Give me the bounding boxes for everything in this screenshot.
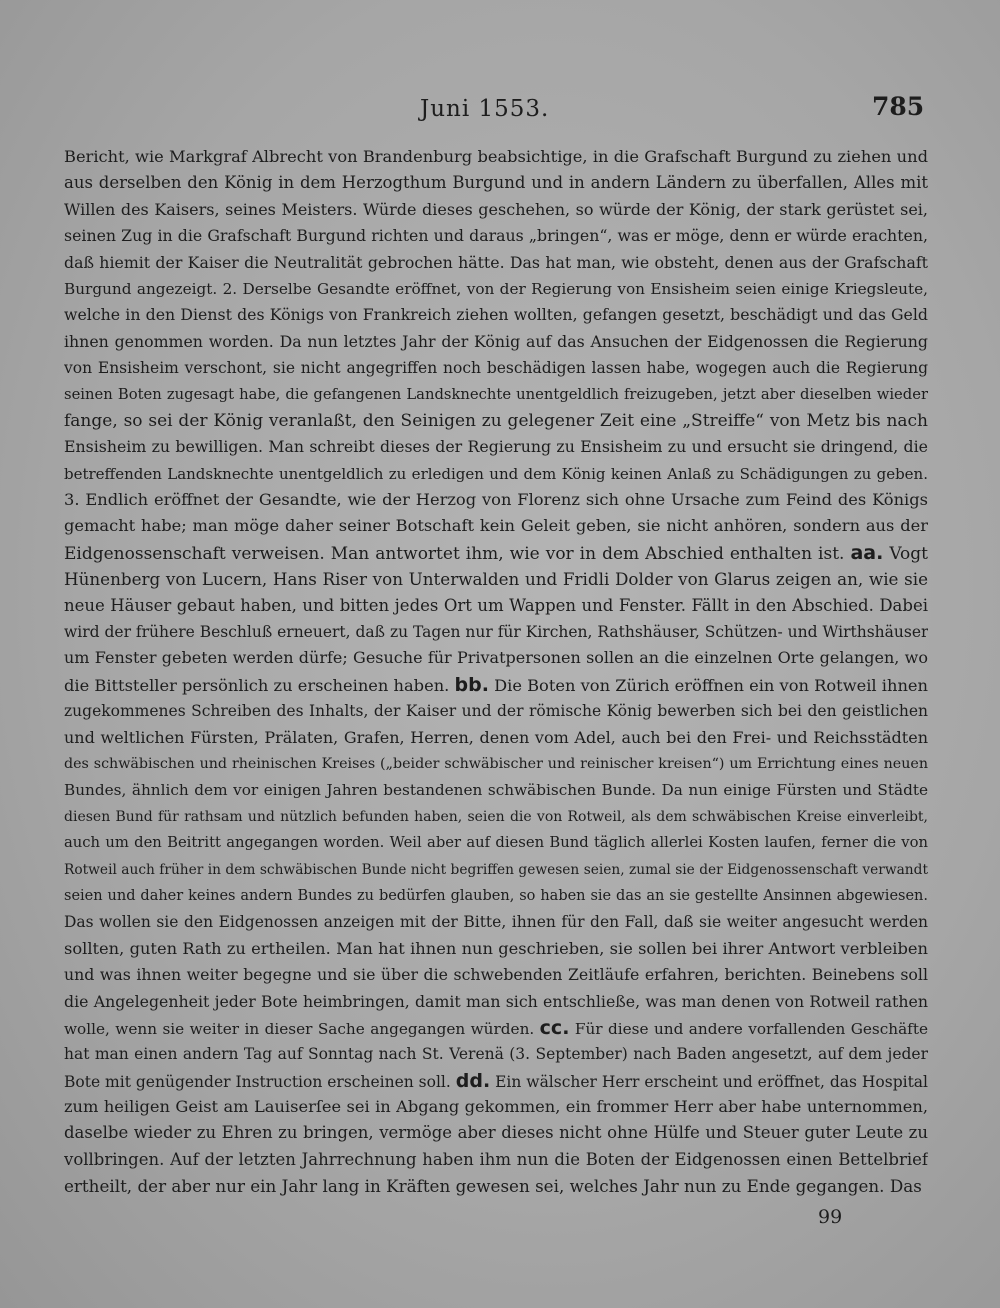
text-segment: Burgund angezeigt. 2. Derselbe Gesandte eröffnet, von der Regierung von Ensisheim seien einige Kriegsleute, xyxy=(64,279,928,298)
section-marker: aa. xyxy=(850,541,884,564)
text-segment: wolle, wenn sie weiter in dieser Sache angegangen würden. xyxy=(64,1019,540,1038)
text-line xyxy=(64,909,928,935)
page-header xyxy=(0,92,1000,128)
body-text xyxy=(64,144,928,1200)
text-segment: vollbringen. Auf der letzten Jahrrechnung haben ihm nun die Boten der Eidgenossen einen Bettelbrief xyxy=(64,1149,928,1169)
text-segment: hat man einen andern Tag auf Sonntag nach St. Verenä (3. September) nach Baden angesetzt, auf dem jeder xyxy=(64,1045,928,1064)
text-segment: Willen des Kaisers, seines Meisters. Würde dieses geschehen, so würde der König, der stark gerüstet sei, xyxy=(64,199,928,219)
text-segment: um Fenster gebeten werden dürfe; Gesuche für Privatpersonen sollen an die einzelnen Orte gelangen, wo xyxy=(64,648,928,668)
text-line xyxy=(64,408,928,434)
text-segment: Rotweil auch früher in dem schwäbischen Bunde nicht begriffen gewesen seien, zumal sie der Eidgenossenschaft verwandt xyxy=(64,861,928,878)
text-line xyxy=(64,672,928,698)
running-title: Juni 1553. xyxy=(420,96,550,122)
text-line xyxy=(64,1094,928,1120)
text-line xyxy=(64,1173,928,1199)
text-line xyxy=(64,355,928,381)
text-line xyxy=(64,857,928,883)
text-segment: auch um den Beitritt angegangen worden. Weil aber auf diesen Bund täglich allerlei Kosten laufen, ferner die von xyxy=(64,834,928,852)
text-line xyxy=(64,144,928,170)
text-segment: Bericht, wie Markgraf Albrecht von Brandenburg beabsichtige, in die Grafschaft Burgund zu ziehen und xyxy=(64,147,928,166)
section-marker: bb. xyxy=(454,673,489,696)
text-line xyxy=(64,645,928,671)
text-segment: Bote mit genügender Instruction erscheinen soll. xyxy=(64,1072,456,1091)
text-line xyxy=(64,751,928,777)
text-line xyxy=(64,593,928,619)
text-segment: seinen Zug in die Grafschaft Burgund richten und daraus „bringen“, was er möge, denn er würde erachten, xyxy=(64,226,928,246)
text-segment: die Angelegenheit jeder Bote heimbringen, damit man sich entschließe, was man denen von Rotweil rathen xyxy=(64,991,928,1011)
text-line xyxy=(64,250,928,276)
text-line xyxy=(64,804,928,830)
text-line xyxy=(64,1041,928,1067)
text-segment: gemacht habe; man möge daher seiner Botschaft kein Geleit geben, sie nicht anhören, sondern aus der xyxy=(64,516,928,536)
text-segment: ertheilt, der aber nur ein Jahr lang in Kräften gewesen sei, welches Jahr nun zu Ende gegangen. Das xyxy=(64,1176,922,1197)
text-segment: und was ihnen weiter begegne und sie über die schwebenden Zeitläufe erfahren, berichten. Beinebens soll xyxy=(64,965,928,985)
text-line xyxy=(64,1120,928,1146)
text-line xyxy=(64,962,928,988)
text-line xyxy=(64,513,928,539)
text-line xyxy=(64,725,928,751)
text-segment: Hünenberg von Lucern, Hans Riser von Unterwalden und Fridli Dolder von Glarus zeigen an, wie sie xyxy=(64,569,928,590)
text-segment: und weltlichen Fürsten, Prälaten, Grafen, Herren, denen vom Adel, auch bei den Frei- und Reichsstädten xyxy=(64,727,928,747)
text-segment: neue Häuser gebaut haben, und bitten jedes Ort um Wappen und Fenster. Fällt in den Abschied. Dabei xyxy=(64,595,928,615)
text-segment: diesen Bund für rathsam und nützlich befunden haben, seien die von Rotweil, als dem schwäbischen Kreise einverleibt, xyxy=(64,808,928,825)
text-line xyxy=(64,777,928,803)
text-segment: wird der frühere Beschluß erneuert, daß zu Tagen nur für Kirchen, Rathshäuser, Schützen- und Wirthshäuser xyxy=(64,623,928,642)
text-segment: des schwäbischen und rheinischen Kreises („beider schwäbischer und reinischer kreisen“) um Errichtung eines neuen xyxy=(64,755,928,772)
text-line xyxy=(64,883,928,909)
section-marker: cc. xyxy=(539,1016,570,1039)
text-line xyxy=(64,276,928,302)
text-segment: daß hiemit der Kaiser die Neutralität gebrochen hätte. Das hat man, wie obsteht, denen aus der Grafschaft xyxy=(64,252,928,272)
text-segment: zum heiligen Geist am Lauiserſee sei in Abgang gekommen, ein frommer Herr aber habe unternommen, xyxy=(64,1097,928,1117)
text-segment: zugekommenes Schreiben des Inhalts, der Kaiser und der römische König bewerben sich bei den geistlichen xyxy=(64,702,928,721)
text-line xyxy=(64,698,928,724)
text-line xyxy=(64,329,928,355)
text-segment: seinen Boten zugesagt habe, die gefangenen Landsknechte unentgeldlich freizugeben, jetzt aber dieselben wieder xyxy=(64,385,928,403)
text-segment: Die Boten von Zürich eröffnen ein von Rotweil ihnen xyxy=(488,675,928,695)
text-segment: Ensisheim zu bewilligen. Man schreibt dieses der Regierung zu Ensisheim zu und ersucht sie dringend, die xyxy=(64,437,928,457)
text-line xyxy=(64,461,928,487)
text-line xyxy=(64,170,928,196)
text-segment: sollten, guten Rath zu ertheilen. Man hat ihnen nun geschrieben, sie sollen bei ihrer Antwort verbleiben xyxy=(64,938,928,958)
text-segment: betreffenden Landsknechte unentgeldlich zu erledigen und dem König keinen Anlaß zu Schädigungen zu geben. xyxy=(64,464,928,483)
text-line xyxy=(64,1147,928,1173)
text-segment: Eidgenossenschaft verweisen. Man antwortet ihm, wie vor in dem Abschied enthalten ist. xyxy=(64,543,851,564)
text-line xyxy=(64,1015,928,1041)
printer-signature: 99 xyxy=(818,1206,843,1228)
text-line xyxy=(64,566,928,592)
section-marker: dd. xyxy=(455,1069,491,1092)
text-segment: Das wollen sie den Eidgenossen anzeigen mit der Bitte, ihnen für den Fall, daß sie weiter angesucht werden xyxy=(64,913,928,932)
page-number: 785 xyxy=(872,92,925,121)
text-segment: welche in den Dienst des Königs von Frankreich ziehen wollten, gefangen gesetzt, beschädigt und das Geld xyxy=(64,305,928,325)
text-line xyxy=(64,830,928,856)
text-line xyxy=(64,434,928,460)
text-segment: seien und daher keines andern Bundes zu bedürfen glauben, so haben sie das an sie gestellte Ansinnen abgewiesen. xyxy=(64,887,928,904)
text-segment: Vogt xyxy=(883,543,928,564)
text-segment: Ein wälscher Herr erscheint und eröffnet, das Hospital xyxy=(490,1072,928,1091)
text-line xyxy=(64,302,928,328)
text-line xyxy=(64,540,928,566)
text-line xyxy=(64,1068,928,1094)
text-line xyxy=(64,619,928,645)
text-line xyxy=(64,382,928,408)
text-segment: daselbe wieder zu Ehren zu bringen, vermöge aber dieses nicht ohne Hülfe und Steuer guter Leute zu xyxy=(64,1123,928,1143)
text-segment: fange, so sei der König veranlaßt, den Seinigen zu gelegener Zeit eine „Streiffe“ von Metz bis nach xyxy=(64,410,928,431)
text-line xyxy=(64,487,928,513)
text-segment: ihnen genommen worden. Da nun letztes Jahr der König auf das Ansuchen der Eidgenossen die Regierung xyxy=(64,331,928,351)
text-segment: aus derselben den König in dem Herzogthum Burgund und in andern Ländern zu überfallen, Alles mit xyxy=(64,173,928,193)
text-segment: Bundes, ähnlich dem vor einigen Jahren bestandenen schwäbischen Bunde. Da nun einige Fürsten und Städte xyxy=(64,781,928,800)
text-line xyxy=(64,197,928,223)
text-segment: 3. Endlich eröffnet der Gesandte, wie der Herzog von Florenz sich ohne Ursache zum Feind des Königs xyxy=(64,490,928,510)
text-line xyxy=(64,223,928,249)
text-segment: Für diese und andere vorfallenden Geschäfte xyxy=(569,1019,928,1038)
text-segment: die Bittsteller persönlich zu erscheinen haben. xyxy=(64,675,455,695)
text-line xyxy=(64,989,928,1015)
text-line xyxy=(64,936,928,962)
text-segment: von Ensisheim verschont, sie nicht angegriffen noch beschädigen lassen habe, wogegen auch die Regierung xyxy=(64,359,928,378)
